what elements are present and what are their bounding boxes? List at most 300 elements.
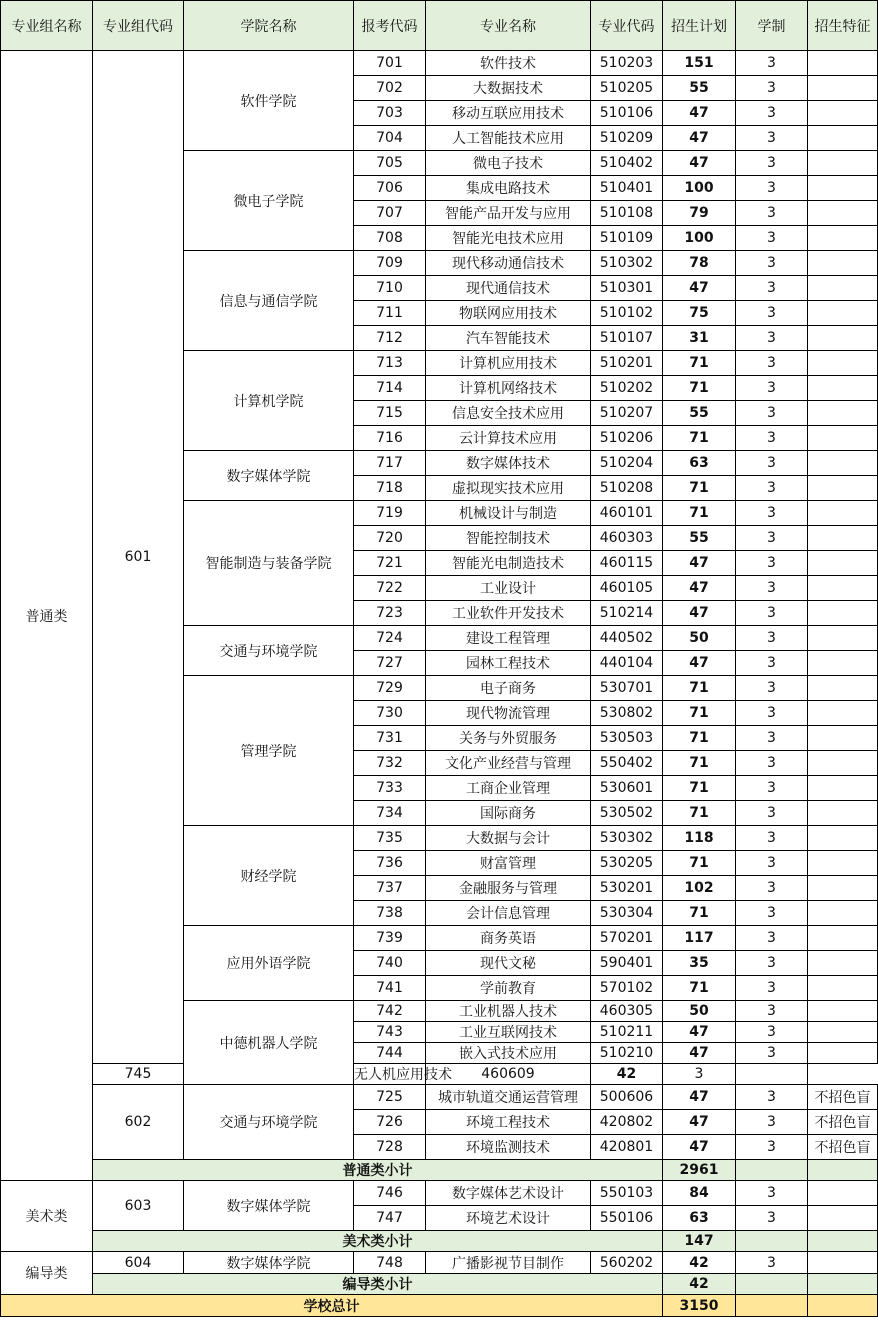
enroll-plan: 47 (663, 151, 736, 176)
enroll-plan: 71 (663, 676, 736, 701)
table-row (1, 1085, 878, 1110)
college-name: 智能制造与装备学院 (184, 501, 354, 626)
enroll-feature (808, 976, 878, 1001)
study-years: 3 (736, 476, 808, 501)
major-name: 建设工程管理 (426, 626, 591, 651)
enroll-feature (808, 51, 878, 76)
enroll-plan: 55 (663, 76, 736, 101)
exam-code: 712 (354, 326, 426, 351)
major-code: 560202 (591, 1252, 663, 1274)
enroll-feature (736, 1064, 808, 1085)
major-name: 无人机应用技术 (354, 1064, 426, 1085)
study-years: 3 (736, 551, 808, 576)
empty-cell (736, 1274, 808, 1295)
enroll-feature (808, 1022, 878, 1043)
major-name: 环境工程技术 (426, 1110, 591, 1135)
college-name: 信息与通信学院 (184, 251, 354, 351)
major-code: 510401 (591, 176, 663, 201)
major-name: 财富管理 (426, 851, 591, 876)
study-years: 3 (736, 926, 808, 951)
enroll-feature (808, 826, 878, 851)
enroll-plan: 117 (663, 926, 736, 951)
enroll-plan: 78 (663, 251, 736, 276)
major-code: 530205 (591, 851, 663, 876)
major-name: 环境监测技术 (426, 1135, 591, 1160)
study-years: 3 (736, 76, 808, 101)
enroll-feature (808, 726, 878, 751)
subtotal-value: 42 (663, 1274, 736, 1295)
major-code: 510207 (591, 401, 663, 426)
exam-code: 745 (93, 1064, 184, 1085)
study-years: 3 (736, 1110, 808, 1135)
exam-code: 737 (354, 876, 426, 901)
major-code: 530302 (591, 826, 663, 851)
enroll-plan: 47 (663, 101, 736, 126)
enroll-plan: 71 (663, 501, 736, 526)
group-name: 普通类 (1, 51, 93, 1181)
exam-code: 725 (354, 1085, 426, 1110)
study-years: 3 (736, 351, 808, 376)
major-code: 510107 (591, 326, 663, 351)
study-years: 3 (736, 251, 808, 276)
enroll-plan: 63 (663, 1206, 736, 1231)
enroll-plan: 71 (663, 726, 736, 751)
major-code: 590401 (591, 951, 663, 976)
major-code: 510204 (591, 451, 663, 476)
major-name: 计算机网络技术 (426, 376, 591, 401)
exam-code: 734 (354, 801, 426, 826)
study-years: 3 (736, 651, 808, 676)
major-code: 510214 (591, 601, 663, 626)
major-code: 510109 (591, 226, 663, 251)
enroll-feature (808, 901, 878, 926)
enroll-feature: 不招色盲 (808, 1085, 878, 1110)
major-code: 460105 (591, 576, 663, 601)
exam-code: 738 (354, 901, 426, 926)
major-name: 现代文秘 (426, 951, 591, 976)
enroll-plan: 75 (663, 301, 736, 326)
enroll-feature (808, 751, 878, 776)
header-cell: 学院名称 (184, 1, 354, 51)
enroll-feature (808, 101, 878, 126)
major-name: 物联网应用技术 (426, 301, 591, 326)
study-years: 3 (736, 51, 808, 76)
enroll-feature (808, 526, 878, 551)
major-name: 商务英语 (426, 926, 591, 951)
group-name: 美术类 (1, 1181, 93, 1252)
major-code: 550106 (591, 1206, 663, 1231)
enroll-plan: 47 (663, 1110, 736, 1135)
study-years: 3 (736, 826, 808, 851)
major-code: 510201 (591, 351, 663, 376)
college-name: 交通与环境学院 (184, 1085, 354, 1160)
college-name: 财经学院 (184, 826, 354, 926)
enroll-feature (808, 451, 878, 476)
enroll-plan: 102 (663, 876, 736, 901)
major-name: 广播影视节目制作 (426, 1252, 591, 1274)
exam-code: 719 (354, 501, 426, 526)
major-name: 工业软件开发技术 (426, 601, 591, 626)
exam-code: 747 (354, 1206, 426, 1231)
study-years: 3 (736, 901, 808, 926)
major-code: 530802 (591, 701, 663, 726)
subtotal-label: 美术类小计 (93, 1231, 663, 1252)
college-name: 数字媒体学院 (184, 1252, 354, 1274)
study-years: 3 (736, 601, 808, 626)
grand-total-label: 学校总计 (1, 1295, 663, 1317)
major-code: 510301 (591, 276, 663, 301)
exam-code: 701 (354, 51, 426, 76)
enroll-feature (808, 401, 878, 426)
major-code: 510211 (591, 1022, 663, 1043)
enroll-plan: 50 (663, 626, 736, 651)
major-name: 大数据技术 (426, 76, 591, 101)
major-code: 510209 (591, 126, 663, 151)
major-code: 510106 (591, 101, 663, 126)
group-code: 602 (93, 1085, 184, 1160)
major-name: 移动互联应用技术 (426, 101, 591, 126)
exam-code: 703 (354, 101, 426, 126)
enroll-feature (808, 1181, 878, 1206)
major-code: 440104 (591, 651, 663, 676)
exam-code: 716 (354, 426, 426, 451)
enroll-feature (808, 876, 878, 901)
empty-cell (808, 1160, 878, 1181)
exam-code: 727 (354, 651, 426, 676)
exam-code: 707 (354, 201, 426, 226)
enroll-plan: 71 (663, 976, 736, 1001)
subtotal-row (1, 1274, 878, 1295)
exam-code: 736 (354, 851, 426, 876)
major-name: 智能控制技术 (426, 526, 591, 551)
major-code: 510108 (591, 201, 663, 226)
study-years: 3 (736, 226, 808, 251)
exam-code: 715 (354, 401, 426, 426)
study-years: 3 (736, 951, 808, 976)
major-name: 现代通信技术 (426, 276, 591, 301)
enroll-plan: 100 (663, 176, 736, 201)
college-name: 微电子学院 (184, 151, 354, 251)
enroll-feature (808, 601, 878, 626)
enroll-plan: 47 (663, 1135, 736, 1160)
group-code: 604 (93, 1252, 184, 1274)
major-name: 人工智能技术应用 (426, 126, 591, 151)
study-years: 3 (736, 426, 808, 451)
major-name: 工业互联网技术 (426, 1022, 591, 1043)
empty-cell (736, 1295, 808, 1317)
study-years: 3 (736, 976, 808, 1001)
exam-code: 735 (354, 826, 426, 851)
enroll-plan: 47 (663, 126, 736, 151)
major-name: 数字媒体艺术设计 (426, 1181, 591, 1206)
major-code: 530601 (591, 776, 663, 801)
major-name: 软件技术 (426, 51, 591, 76)
study-years: 3 (736, 1085, 808, 1110)
enroll-plan: 71 (663, 376, 736, 401)
study-years: 3 (736, 526, 808, 551)
enroll-plan: 47 (663, 1085, 736, 1110)
major-code: 550103 (591, 1181, 663, 1206)
major-code: 530701 (591, 676, 663, 701)
major-code: 510102 (591, 301, 663, 326)
major-name: 园林工程技术 (426, 651, 591, 676)
exam-code: 702 (354, 76, 426, 101)
group-name: 编导类 (1, 1252, 93, 1295)
enroll-feature (808, 626, 878, 651)
exam-code: 729 (354, 676, 426, 701)
enroll-feature (808, 501, 878, 526)
header-row (1, 1, 878, 51)
major-code: 510203 (591, 51, 663, 76)
enroll-feature (808, 1001, 878, 1022)
major-name: 机械设计与制造 (426, 501, 591, 526)
major-code: 510208 (591, 476, 663, 501)
college-name: 中德机器人学院 (184, 1001, 354, 1085)
enroll-feature (808, 376, 878, 401)
exam-code: 740 (354, 951, 426, 976)
major-name: 会计信息管理 (426, 901, 591, 926)
major-code: 420802 (591, 1110, 663, 1135)
exam-code: 739 (354, 926, 426, 951)
major-code: 530503 (591, 726, 663, 751)
subtotal-label: 普通类小计 (93, 1160, 663, 1181)
college-name: 交通与环境学院 (184, 626, 354, 676)
exam-code: 722 (354, 576, 426, 601)
exam-code: 720 (354, 526, 426, 551)
study-years: 3 (736, 576, 808, 601)
exam-code: 709 (354, 251, 426, 276)
study-years: 3 (736, 776, 808, 801)
enroll-plan: 47 (663, 1043, 736, 1064)
exam-code: 732 (354, 751, 426, 776)
enroll-plan: 151 (663, 51, 736, 76)
major-name: 环境艺术设计 (426, 1206, 591, 1231)
enroll-plan: 79 (663, 201, 736, 226)
enroll-feature (808, 676, 878, 701)
empty-cell (808, 1231, 878, 1252)
major-code: 510402 (591, 151, 663, 176)
header-cell: 专业名称 (426, 1, 591, 51)
major-code: 530304 (591, 901, 663, 926)
exam-code: 726 (354, 1110, 426, 1135)
enroll-plan: 71 (663, 351, 736, 376)
header-cell: 报考代码 (354, 1, 426, 51)
major-code: 510205 (591, 76, 663, 101)
enroll-plan: 47 (663, 576, 736, 601)
exam-code: 724 (354, 626, 426, 651)
subtotal-row (1, 1160, 878, 1181)
enroll-feature (808, 551, 878, 576)
enroll-plan: 100 (663, 226, 736, 251)
enroll-plan: 47 (663, 551, 736, 576)
exam-code: 742 (354, 1001, 426, 1022)
exam-code: 743 (354, 1022, 426, 1043)
study-years: 3 (736, 201, 808, 226)
major-name: 汽车智能技术 (426, 326, 591, 351)
exam-code: 708 (354, 226, 426, 251)
subtotal-value: 2961 (663, 1160, 736, 1181)
enroll-plan: 71 (663, 476, 736, 501)
major-code: 510206 (591, 426, 663, 451)
enroll-feature (808, 276, 878, 301)
major-name: 智能产品开发与应用 (426, 201, 591, 226)
enroll-plan: 71 (663, 776, 736, 801)
enroll-feature (808, 651, 878, 676)
enroll-plan: 35 (663, 951, 736, 976)
major-name: 虚拟现实技术应用 (426, 476, 591, 501)
major-name: 工商企业管理 (426, 776, 591, 801)
group-code: 603 (93, 1181, 184, 1231)
enroll-feature (808, 251, 878, 276)
major-name: 集成电路技术 (426, 176, 591, 201)
major-name: 工业设计 (426, 576, 591, 601)
enroll-feature (808, 951, 878, 976)
college-name: 应用外语学院 (184, 926, 354, 1001)
study-years: 3 (736, 1206, 808, 1231)
header-cell: 专业组代码 (93, 1, 184, 51)
enroll-feature (808, 476, 878, 501)
exam-code: 704 (354, 126, 426, 151)
major-code: 500606 (591, 1085, 663, 1110)
study-years: 3 (736, 851, 808, 876)
study-years: 3 (736, 276, 808, 301)
major-name: 关务与外贸服务 (426, 726, 591, 751)
study-years: 3 (736, 176, 808, 201)
table-row (1, 1181, 878, 1206)
study-years: 3 (736, 1135, 808, 1160)
enroll-plan: 55 (663, 526, 736, 551)
enroll-plan: 63 (663, 451, 736, 476)
major-code: 510202 (591, 376, 663, 401)
major-name: 信息安全技术应用 (426, 401, 591, 426)
major-name: 数字媒体技术 (426, 451, 591, 476)
enroll-plan: 71 (663, 426, 736, 451)
exam-code: 721 (354, 551, 426, 576)
major-name: 计算机应用技术 (426, 351, 591, 376)
enroll-plan: 47 (663, 276, 736, 301)
header-cell: 专业组名称 (1, 1, 93, 51)
enroll-plan: 47 (663, 601, 736, 626)
study-years: 3 (663, 1064, 736, 1085)
header-cell: 招生计划 (663, 1, 736, 51)
enroll-feature (808, 76, 878, 101)
major-code: 510210 (591, 1043, 663, 1064)
study-years: 3 (736, 1252, 808, 1274)
exam-code: 741 (354, 976, 426, 1001)
exam-code: 730 (354, 701, 426, 726)
study-years: 3 (736, 501, 808, 526)
table-body (1, 51, 878, 1317)
group-code: 601 (93, 51, 184, 1064)
enroll-feature (808, 226, 878, 251)
enroll-plan: 42 (663, 1252, 736, 1274)
major-code: 570102 (591, 976, 663, 1001)
study-years: 3 (736, 401, 808, 426)
study-years: 3 (736, 1043, 808, 1064)
enroll-feature (808, 801, 878, 826)
major-name: 国际商务 (426, 801, 591, 826)
enroll-feature: 不招色盲 (808, 1110, 878, 1135)
major-code: 550402 (591, 751, 663, 776)
grand-total-value: 3150 (663, 1295, 736, 1317)
enroll-feature (808, 301, 878, 326)
enroll-feature (808, 176, 878, 201)
enroll-plan: 71 (663, 701, 736, 726)
major-code: 440502 (591, 626, 663, 651)
enroll-feature (808, 776, 878, 801)
college-name: 计算机学院 (184, 351, 354, 451)
enroll-plan: 71 (663, 901, 736, 926)
enroll-plan: 31 (663, 326, 736, 351)
empty-cell (736, 1231, 808, 1252)
college-name: 软件学院 (184, 51, 354, 151)
exam-code: 718 (354, 476, 426, 501)
exam-code: 728 (354, 1135, 426, 1160)
major-code: 460305 (591, 1001, 663, 1022)
major-name: 现代物流管理 (426, 701, 591, 726)
exam-code: 710 (354, 276, 426, 301)
major-code: 460101 (591, 501, 663, 526)
enroll-feature (808, 426, 878, 451)
exam-code: 714 (354, 376, 426, 401)
study-years: 3 (736, 451, 808, 476)
major-code: 420801 (591, 1135, 663, 1160)
enroll-plan: 71 (663, 801, 736, 826)
subtotal-label: 编导类小计 (93, 1274, 663, 1295)
major-name: 大数据与会计 (426, 826, 591, 851)
study-years: 3 (736, 1001, 808, 1022)
enroll-feature (808, 151, 878, 176)
enroll-feature (808, 201, 878, 226)
major-name: 工业机器人技术 (426, 1001, 591, 1022)
empty-cell (736, 1160, 808, 1181)
enroll-feature (808, 126, 878, 151)
major-name: 智能光电制造技术 (426, 551, 591, 576)
major-name: 智能光电技术应用 (426, 226, 591, 251)
exam-code: 711 (354, 301, 426, 326)
study-years: 3 (736, 701, 808, 726)
major-code: 510302 (591, 251, 663, 276)
exam-code: 717 (354, 451, 426, 476)
study-years: 3 (736, 626, 808, 651)
college-name: 管理学院 (184, 676, 354, 826)
exam-code: 731 (354, 726, 426, 751)
enroll-feature (808, 1043, 878, 1064)
enroll-feature: 不招色盲 (808, 1135, 878, 1160)
major-name: 电子商务 (426, 676, 591, 701)
header-cell: 专业代码 (591, 1, 663, 51)
grand-total-row (1, 1295, 878, 1317)
enroll-plan: 47 (663, 651, 736, 676)
college-name: 数字媒体学院 (184, 1181, 354, 1231)
study-years: 3 (736, 101, 808, 126)
major-name: 学前教育 (426, 976, 591, 1001)
enroll-plan: 47 (663, 1022, 736, 1043)
major-name: 文化产业经营与管理 (426, 751, 591, 776)
study-years: 3 (736, 126, 808, 151)
study-years: 3 (736, 876, 808, 901)
enroll-feature (808, 926, 878, 951)
exam-code: 723 (354, 601, 426, 626)
study-years: 3 (736, 376, 808, 401)
exam-code: 705 (354, 151, 426, 176)
enroll-plan: 55 (663, 401, 736, 426)
major-code: 530502 (591, 801, 663, 826)
empty-cell (808, 1295, 878, 1317)
major-name: 微电子技术 (426, 151, 591, 176)
enroll-plan: 71 (663, 751, 736, 776)
major-name: 城市轨道交通运营管理 (426, 1085, 591, 1110)
